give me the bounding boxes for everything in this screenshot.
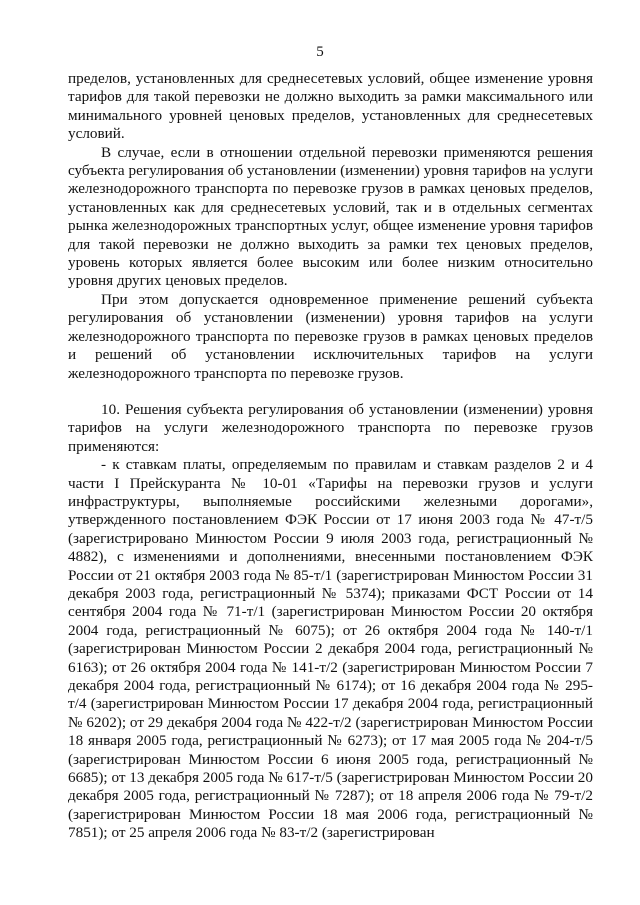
paragraph-item-10: 10. Решения субъекта регулирования об установлении (изменении) уровня тарифов на услуги железнодорожного транспорта по перевозке грузов применяются: (68, 400, 593, 455)
page-number: 5 (316, 44, 324, 60)
paragraph-combined-price-limits: В случае, если в отношении отдельной перевозки применяются решения субъекта регулирования об установлении (изменении) уровня тарифов на услуги железнодорожного транспорта по перевозке грузов в рамках ценовых пределов, установленных как для среднесетевых условий, так и в отдельных сегментах рынка железнодорожных транспортных услуг, общее изменение уровня тарифов для такой перевозки не должно выходить за рамки тех ценовых пределов, уровень которых является более высоким или более низким относительно уровня других ценовых пределов. (68, 143, 593, 290)
document-body (68, 70, 593, 843)
paragraph-continuation: пределов, установленных для среднесетевых условий, общее изменение уровня тарифов для такой перевозки не должно выходить за рамки максимального или минимального уровней ценовых пределов, установленных для среднесетевых условий. (68, 70, 593, 143)
paragraph-tariff-rates-list: - к ставкам платы, определяемым по правилам и ставкам разделов 2 и 4 части I Прейскуранта № 10-01 «Тарифы на перевозки грузов и услуги инфраструктуры, выполняемые российскими железными дорогами», утвержденного постановлением ФЭК России от 17 июня 2003 года № 47-т/5 (зарегистрировано Минюстом России 9 июля 2003 года, регистрационный № 4882), с изменениями и дополнениями, внесенными постановлением ФЭК России от 21 октября 2003 года № 85-т/1 (зарегистрирован Минюстом России 31 декабря 2003 года, регистрационный № 5374); приказами ФСТ России от 14 сентября 2004 года № 71-т/1 (зарегистрирован Минюстом России 20 октября 2004 года, регистрационный № 6075); от 26 октября 2004 года № 140-т/1 (зарегистрирован Минюстом России 2 декабря 2004 года, регистрационный № 6163); от 26 октября 2004 года № 141-т/2 (зарегистрирован Минюстом России 7 декабря 2004 года, регистрационный № 6174); от 16 декабря 2004 года № 295-т/4 (зарегистрирован Минюстом России 17 декабря 2004 года, регистрационный № 6202); от 29 декабря 2004 года № 422-т/2 (зарегистрирован Минюстом России 18 января 2005 года, регистрационный № 6273); от 17 мая 2005 года № 204-т/5 (зарегистрирован Минюстом России 6 июня 2005 года, регистрационный № 6685); от 13 декабря 2005 года № 617-т/5 (зарегистрирован Минюстом России 20 декабря 2005 года, регистрационный № 7287); от 18 апреля 2006 года № 79-т/2 (зарегистрирован Минюстом России 18 мая 2006 года, регистрационный № 7851); от 25 апреля 2006 года № 83-т/2 (зарегистрирован (68, 456, 593, 842)
paragraph-spacer (68, 383, 593, 401)
paragraph-simultaneous-application: При этом допускается одновременное применение решений субъекта регулирования об установлении (изменении) уровня тарифов на услуги железнодорожного транспорта по перевозке грузов в рамках ценовых пределов и решений об установлении исключительных тарифов на услуги железнодорожного транспорта по перевозке грузов. (68, 290, 593, 382)
